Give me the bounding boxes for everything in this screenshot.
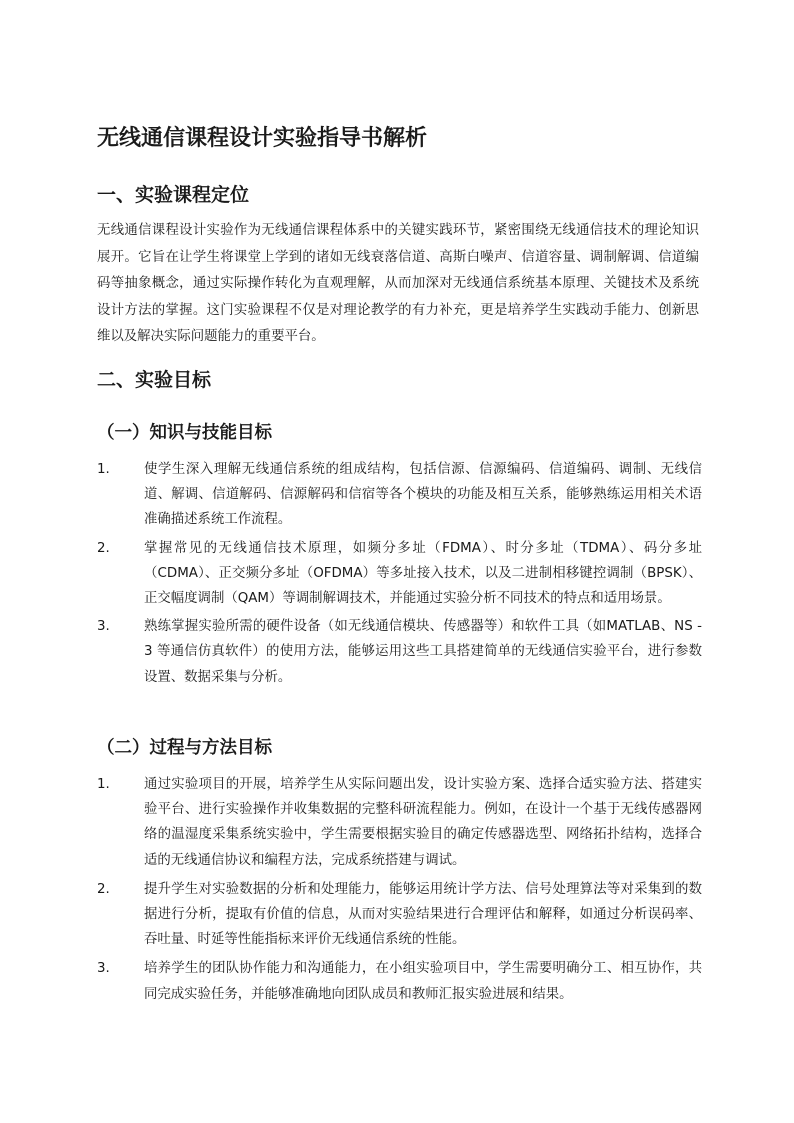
list-item (97, 772, 702, 873)
list-item-number: 2. (97, 540, 110, 556)
list-item-text: 熟练掌握实验所需的硬件设备（如无线通信模块、传感器等）和软件工具（如MATLAB、NS - 3 等通信仿真软件）的使用方法，能够运用这些工具搭建简单的无线通信实验平台，进行参数设置、数据采集与分析。 (144, 619, 702, 685)
process-methods-list (97, 772, 702, 1007)
list-item-text: 掌握常见的无线通信技术原理，如频分多址（FDMA）、时分多址（TDMA）、码分多址（CDMA）、正交频分多址（OFDMA）等多址接入技术，以及二进制相移键控调制（BPSK）、正交幅度调制（QAM）等调制解调技术，并能通过实验分析不同技术的特点和适用场景。 (144, 540, 702, 607)
list-item-text: 培养学生的团队协作能力和沟通能力，在小组实验项目中，学生需要明确分工、相互协作，共同完成实验任务，并能够准确地向团队成员和教师汇报实验进展和结果。 (144, 961, 702, 1002)
list-item-text: 通过实验项目的开展，培养学生从实际问题出发，设计实验方案、选择合适实验方法、搭建实验平台、进行实验操作并收集数据的完整科研流程能力。例如，在设计一个基于无线传感器网络的温湿度采集系统实验中，学生需要根据实验目的确定传感器选型、网络拓扑结构，选择合适的无线通信协议和编程方法，完成系统搭建与调试。 (144, 777, 702, 868)
list-item (97, 457, 702, 533)
list-item (97, 536, 702, 612)
section-heading-course-positioning: 一、实验课程定位 (97, 184, 250, 206)
list-item-number: 1. (97, 462, 110, 477)
list-item (97, 614, 702, 690)
course-positioning-paragraph: 无线通信课程设计实验作为无线通信课程体系中的关键实践环节，紧密围绕无线通信技术的理论知识展开。它旨在让学生将课堂上学到的诸如无线衰落信道、高斯白噪声、信道容量、调制解调、信道编码等抽象概念，通过实际操作转化为直观理解，从而加深对无线通信系统基本原理、关键技术及系统设计方法的掌握。这门实验课程不仅是对理论教学的有力补充，更是培养学生实践动手能力、创新思维以及解决实际问题能力的重要平台。 (97, 223, 699, 344)
subsection-heading-process-methods: （二）过程与方法目标 (97, 738, 272, 758)
list-item-number: 1. (97, 777, 110, 792)
subsection-heading-knowledge-skills: （一）知识与技能目标 (97, 423, 272, 443)
list-item (97, 956, 702, 1006)
list-item-number: 2. (97, 881, 110, 897)
section-heading-experiment-goals: 二、实验目标 (97, 369, 212, 391)
list-item-number: 3. (97, 619, 110, 635)
list-item-text: 提升学生对实验数据的分析和处理能力，能够运用统计学方法、信号处理算法等对采集到的数据进行分析，提取有价值的信息，从而对实验结果进行合理评估和解释，如通过分析误码率、吞吐量、时延等性能指标来评价无线通信系统的性能。 (144, 881, 702, 948)
document-title: 无线通信课程设计实验指导书解析 (97, 126, 428, 151)
list-item-text: 使学生深入理解无线通信系统的组成结构，包括信源、信源编码、信道编码、调制、无线信道、解调、信道解码、信源解码和信宿等各个模块的功能及相互关系，能够熟练运用相关术语准确描述系统工作流程。 (144, 462, 702, 528)
list-item-number: 3. (97, 961, 110, 977)
knowledge-skills-list (97, 457, 702, 690)
list-item (97, 877, 702, 953)
